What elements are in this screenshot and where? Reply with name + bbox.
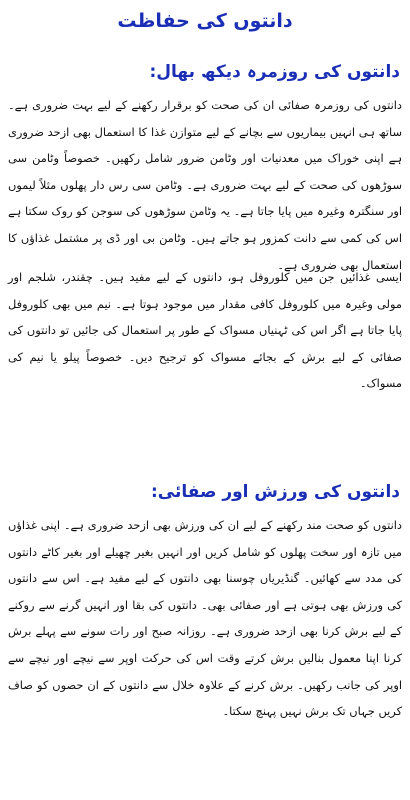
paragraph-chlorophyll: ایسی غذائیں جن میں کلوروفل ہو، دانتوں کے لیے مفید ہیں۔ چقندر، شلجم اور مولی وغیرہ میں کلوروفل کافی مقدار میں موجود ہوتا ہے۔ نیم میں بھی کلوروفل پایا جاتا ہے اگر اس کی ٹہنیاں مسواک کے طور پر استعمال کی جائیں تو دانتوں کی صفائی کے لیے برش کے بجائے مسواک کو ترجیح دیں۔ خصوصاً پیلو یا نیم کی مسواک۔ (8, 270, 402, 391)
paragraph-exercise-cleaning: دانتوں کو صحت مند رکھنے کے لیے ان کی ورزش بھی ازحد ضروری ہے۔ اپنی غذاؤں میں تازہ اور سخت پھلوں کو شامل کریں اور انہیں بغیر چھیلے اور بغیر کاٹے دانتوں کی مدد سے کھائیں۔ گنڈیریاں چوسنا بھی دانتوں کے لیے مفید ہے۔ اس سے دانتوں کی ورزش بھی ہوتی ہے اور صفائی بھی۔ دانتوں کی بقا اور انہیں گرنے سے روکنے کے لیے برش کرنا بھی ازحد ضروری ہے۔ روزانہ صبح اور رات سونے سے پہلے برش کرنا اپنا معمول بنالیں برش کرتے وقت اس کی حرکت اوپر سے نیچے اور نیچے سے اوپر کی جانب رکھیں۔ برش کرنے کے علاوہ خلال سے دانتوں کے ان حصوں کو صاف کریں جہاں تک برش نہیں پہنچ سکتا۔ (8, 518, 402, 719)
section-heading-daily-care: دانتوں کی روزمرہ دیکھ بھال: (149, 62, 400, 82)
article-title: دانتوں کی حفاظت (117, 10, 293, 32)
paragraph-daily-care: دانتوں کی روزمرہ صفائی ان کی صحت کو برقرار رکھنے کے لیے بہت ضروری ہے۔ ساتھ ہی انہیں بیماریوں سے بچانے کے لیے متوازن غذا کا استعمال بھی ازحد ضروری ہے اپنی خوراک میں معدنیات اور وٹامن ضرور شامل رکھیں۔ خصوصاً وٹامن سی سوڑھوں کی صحت کے لیے بہت ضروری ہے۔ وٹامن سی رس دار پھلوں مثلاً لیموں اور سنگترہ وغیرہ میں پایا جاتا ہے۔ یہ وٹامن سوڑھوں کی سوجن کو روک سکتا ہے اس کی کمی سے دانت کمزور ہو جاتے ہیں۔ وٹامن بی اور ڈی پر مشتمل غذاؤں کا استعمال بھی ضروری ہے۔ (8, 98, 402, 272)
section-heading-exercise-cleaning: دانتوں کی ورزش اور صفائی: (150, 482, 400, 502)
